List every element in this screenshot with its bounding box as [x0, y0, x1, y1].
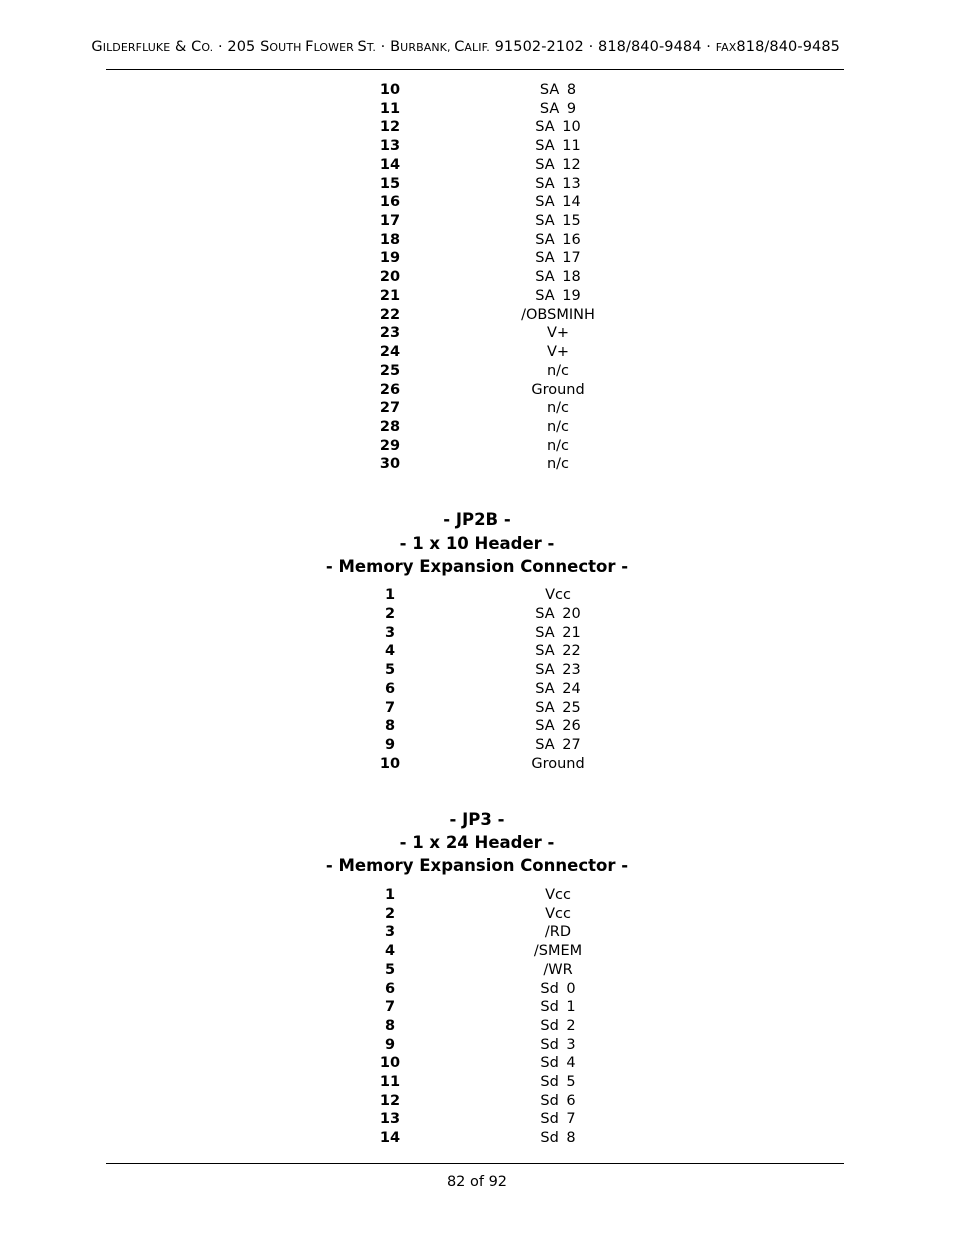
pin-row — [0, 212, 954, 231]
pin-row — [0, 717, 954, 736]
pin-number: 15 — [379, 175, 401, 192]
header-fax-label: FAX — [715, 41, 737, 54]
header-separator: · — [213, 39, 228, 55]
pin-row — [0, 437, 954, 456]
pin-signal: n/c — [546, 456, 570, 473]
pin-row — [0, 886, 954, 905]
pin-row — [0, 998, 954, 1017]
pin-row — [0, 137, 954, 156]
pin-signal: SA 15 — [535, 213, 581, 230]
pin-signal: /OBSMINH — [521, 306, 595, 323]
pin-signal: Sd 7 — [540, 1111, 576, 1128]
pin-signal: n/c — [546, 362, 570, 379]
pin-number: 10 — [379, 82, 401, 98]
pin-signal: SA 10 — [535, 119, 581, 136]
pin-signal: Sd 3 — [540, 1036, 576, 1053]
footer-divider — [106, 1163, 844, 1164]
pin-number: 9 — [384, 1036, 396, 1053]
pin-number: 7 — [384, 999, 396, 1016]
pin-number: 16 — [379, 194, 401, 211]
header-zip: 91502-2102 — [489, 39, 584, 55]
pin-number: 1 — [384, 887, 396, 903]
pin-number: 14 — [379, 156, 401, 173]
pin-number: 11 — [379, 1074, 401, 1090]
pin-signal: SA 16 — [535, 231, 581, 248]
pin-signal: SA 17 — [535, 250, 581, 267]
header-fax-number: 818/840-9485 — [736, 39, 840, 55]
header-company-initial: G — [91, 39, 103, 55]
pin-signal: SA 18 — [535, 269, 581, 286]
pin-row — [0, 175, 954, 194]
pin-signal: SA 24 — [535, 680, 581, 697]
pin-signal: Vcc — [545, 905, 571, 922]
pin-signal: SA 20 — [535, 605, 581, 622]
pin-number: 6 — [384, 680, 396, 697]
pin-row — [0, 1129, 954, 1148]
pin-row — [0, 661, 954, 680]
pin-number: 25 — [379, 362, 401, 379]
pin-number: 8 — [384, 1017, 396, 1034]
pin-row — [0, 1017, 954, 1036]
pin-row — [0, 736, 954, 755]
pin-number: 12 — [379, 1092, 401, 1109]
pin-number: 13 — [379, 1111, 401, 1128]
pin-number: 24 — [379, 344, 401, 361]
pin-signal: SA 13 — [535, 175, 581, 192]
pin-signal: Sd 1 — [540, 999, 576, 1016]
header-separator: · — [375, 39, 391, 55]
pin-signal: Sd 0 — [540, 980, 576, 997]
pin-row — [0, 1110, 954, 1129]
pin-number: 5 — [384, 961, 396, 978]
pin-row — [0, 1073, 954, 1092]
page-number: 82 of 92 — [446, 1174, 508, 1190]
pin-row — [0, 81, 954, 100]
pin-number: 29 — [379, 437, 401, 454]
pin-number: 7 — [384, 699, 396, 716]
pin-row — [0, 100, 954, 119]
pin-number: 17 — [379, 213, 401, 230]
pin-signal: /RD — [544, 924, 572, 941]
pin-signal: Sd 6 — [540, 1092, 576, 1109]
pin-row — [0, 699, 954, 718]
header-phone: 818/840-9484 — [598, 39, 702, 55]
jp3-subtitle: - 1 x 24 Header - — [399, 833, 555, 852]
pin-row — [0, 642, 954, 661]
pin-signal: SA 22 — [535, 643, 581, 660]
pin-number: 11 — [379, 100, 401, 117]
pin-row — [0, 268, 954, 287]
pin-row — [0, 605, 954, 624]
pin-number: 10 — [379, 755, 401, 772]
pin-signal: SA 25 — [535, 699, 581, 716]
header-amp: & — [170, 39, 192, 55]
pin-signal: SA 12 — [535, 156, 581, 173]
pin-row — [0, 624, 954, 643]
pin-row — [0, 231, 954, 250]
pin-number: 3 — [384, 924, 396, 941]
header-street-number: 205 — [227, 39, 261, 55]
pin-signal: SA 27 — [535, 737, 581, 753]
pin-number: 3 — [384, 624, 396, 641]
pin-number: 4 — [384, 643, 396, 660]
pin-row — [0, 1054, 954, 1073]
pin-row — [0, 249, 954, 268]
pin-signal: SA 9 — [539, 100, 577, 117]
pin-row — [0, 961, 954, 980]
pin-row — [0, 455, 954, 474]
pin-row — [0, 942, 954, 961]
pin-row — [0, 343, 954, 362]
pin-signal: V+ — [546, 325, 570, 342]
pin-row — [0, 287, 954, 306]
pin-number: 5 — [384, 662, 396, 678]
jp2b-title: - JP2B - — [443, 510, 511, 529]
pin-row — [0, 306, 954, 325]
header-st-rest: T. — [366, 41, 376, 54]
jp2b-description: - Memory Expansion Connector - — [325, 557, 629, 576]
header-burbank-initial: B — [390, 39, 401, 55]
pin-number: 19 — [379, 250, 401, 267]
header-burbank-rest: URBANK, — [400, 41, 455, 54]
header-divider — [106, 69, 844, 70]
pin-number: 8 — [384, 718, 396, 735]
pin-signal: SA 26 — [535, 718, 581, 735]
pin-signal: SA 11 — [535, 138, 581, 155]
pin-number: 10 — [379, 1055, 401, 1072]
pin-number: 23 — [379, 325, 401, 342]
pin-row — [0, 118, 954, 137]
header-flower-initial: F — [305, 39, 314, 55]
pin-number: 2 — [384, 605, 396, 622]
pin-number: 28 — [379, 418, 401, 435]
pin-row — [0, 980, 954, 999]
pin-signal: Sd 8 — [540, 1130, 576, 1147]
pin-number: 4 — [384, 943, 396, 960]
header-calif-initial: C — [454, 39, 465, 55]
pin-row — [0, 399, 954, 418]
pin-number: 26 — [379, 381, 401, 398]
pin-signal: Ground — [531, 381, 585, 398]
pin-row — [0, 381, 954, 400]
jp2b-subtitle: - 1 x 10 Header - — [399, 534, 555, 553]
pin-signal: Sd 5 — [540, 1074, 576, 1090]
pin-number: 2 — [384, 905, 396, 922]
pin-number: 27 — [379, 400, 401, 417]
pin-row — [0, 680, 954, 699]
pin-number: 9 — [384, 737, 396, 753]
header-separator: · — [701, 39, 716, 55]
pin-signal: n/c — [546, 400, 570, 417]
pin-number: 1 — [384, 587, 396, 603]
pin-signal: Vcc — [545, 887, 571, 903]
pin-row — [0, 324, 954, 343]
pin-signal: SA 23 — [535, 662, 581, 678]
pin-row — [0, 755, 954, 774]
pin-number: 13 — [379, 138, 401, 155]
pin-signal: SA 19 — [535, 287, 581, 304]
pin-row — [0, 905, 954, 924]
pin-number: 30 — [379, 456, 401, 473]
pin-signal: SA 8 — [539, 82, 577, 98]
pin-row — [0, 586, 954, 605]
header-south-rest: OUTH — [269, 41, 306, 54]
header-south-initial: S — [260, 39, 270, 55]
header-calif-rest: ALIF. — [464, 41, 490, 54]
pin-signal: /WR — [543, 961, 573, 978]
header-co-rest: O. — [201, 41, 214, 54]
pin-signal: SA 14 — [535, 194, 581, 211]
pin-row — [0, 1036, 954, 1055]
pin-number: 20 — [379, 269, 401, 286]
pin-row — [0, 362, 954, 381]
pin-row — [0, 923, 954, 942]
header-st-initial: S — [357, 39, 367, 55]
jp3-description: - Memory Expansion Connector - — [325, 856, 629, 875]
pin-signal: Sd 2 — [540, 1017, 576, 1034]
pin-signal: n/c — [546, 437, 570, 454]
header-flower-rest: LOWER — [313, 41, 358, 54]
jp3-title: - JP3 - — [449, 810, 505, 829]
pin-row — [0, 1092, 954, 1111]
pin-number: 22 — [379, 306, 401, 323]
header-separator: · — [583, 39, 599, 55]
header-company-rest: ILDERFLUKE — [102, 41, 171, 54]
pin-number: 18 — [379, 231, 401, 248]
pin-signal: Sd 4 — [540, 1055, 576, 1072]
pin-signal: V+ — [546, 344, 570, 361]
pin-number: 12 — [379, 119, 401, 136]
pin-row — [0, 156, 954, 175]
pin-number: 14 — [379, 1130, 401, 1147]
pin-signal: /SMEM — [533, 943, 583, 960]
pin-signal: n/c — [546, 418, 570, 435]
pin-number: 21 — [379, 287, 401, 304]
pin-signal: SA 21 — [535, 624, 581, 641]
pin-number: 6 — [384, 980, 396, 997]
header-co-initial: C — [191, 39, 202, 55]
pin-row — [0, 418, 954, 437]
pin-signal: Ground — [531, 755, 585, 772]
pin-row — [0, 193, 954, 212]
pin-signal: Vcc — [545, 587, 571, 603]
page-header — [91, 39, 840, 55]
